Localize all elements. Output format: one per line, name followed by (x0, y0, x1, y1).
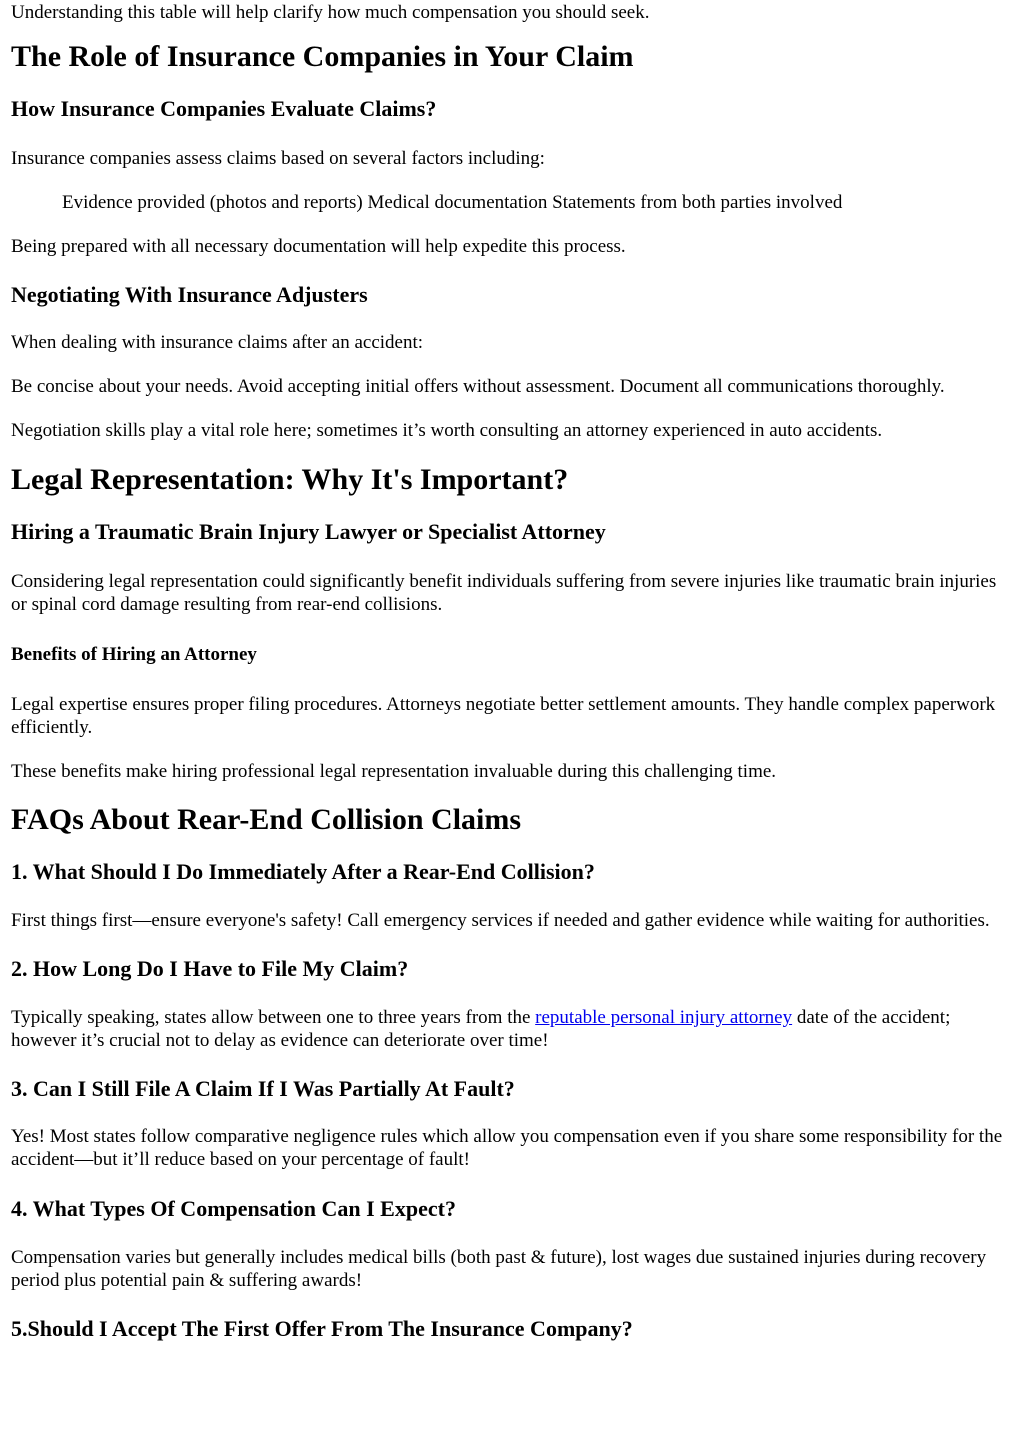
negotiating-closing: Negotiation skills play a vital role here; sometimes it’s worth consulting an attorney experienced in auto accidents. (11, 420, 883, 441)
hiring-heading: Hiring a Traumatic Brain Injury Lawyer or Specialist Attorney (11, 519, 606, 544)
faq-question-4: 4. What Types Of Compensation Can I Expect? (11, 1196, 456, 1221)
hiring-body: Considering legal representation could significantly benefit individuals suffering from severe injuries like traumatic brain injuries or spinal cord damage resulting from rear-end collisions. (11, 571, 997, 615)
benefits-heading: Benefits of Hiring an Attorney (11, 644, 257, 665)
faq-answer-2 (11, 1006, 1013, 1052)
evaluate-lead: Insurance companies assess claims based on several factors including: (11, 148, 545, 169)
faq-question-5: 5.Should I Accept The First Offer From The Insurance Company? (11, 1316, 633, 1341)
faq-question-3: 3. Can I Still File A Claim If I Was Partially At Fault? (11, 1076, 515, 1101)
legal-heading: Legal Representation: Why It's Important? (11, 463, 569, 496)
evaluate-closing: Being prepared with all necessary documentation will help expedite this process. (11, 236, 626, 257)
faq-answer-2-after: date of the accident; however it’s crucial not to delay as evidence can deteriorate over time! (11, 1007, 951, 1051)
faq-answer-1: First things first—ensure everyone's safety! Call emergency services if needed and gather evidence while waiting for authorities. (11, 910, 990, 931)
table-note: Understanding this table will help clarify how much compensation you should seek. (11, 2, 650, 23)
faq-question-2: 2. How Long Do I Have to File My Claim? (11, 956, 409, 981)
attorney-link[interactable]: reputable personal injury attorney (535, 1007, 793, 1028)
evaluate-heading: How Insurance Companies Evaluate Claims? (11, 96, 437, 121)
negotiating-heading: Negotiating With Insurance Adjusters (11, 282, 368, 307)
faq-question-1: 1. What Should I Do Immediately After a Rear-End Collision? (11, 859, 595, 884)
negotiating-lead: When dealing with insurance claims after an accident: (11, 332, 424, 353)
faqs-heading: FAQs About Rear-End Collision Claims (11, 803, 522, 836)
article-page (0, 1, 1024, 1342)
faq-answer-4: Compensation varies but generally includes medical bills (both past & future), lost wages due sustained injuries during recovery period plus potential pain & suffering awards! (11, 1247, 987, 1291)
faq-answer-3: Yes! Most states follow comparative negligence rules which allow you compensation even if you share some responsibility for the accident—but it’ll reduce based on your percentage of fault! (11, 1126, 1003, 1170)
benefits-closing: These benefits make hiring professional legal representation invaluable during this challenging time. (11, 761, 777, 782)
faq-answer-2-before: Typically speaking, states allow between one to three years from the (11, 1007, 536, 1028)
insurance-heading: The Role of Insurance Companies in Your Claim (11, 40, 634, 73)
negotiating-tips: Be concise about your needs. Avoid accepting initial offers without assessment. Document all communications thoroughly. (11, 376, 945, 397)
evaluate-factors: Evidence provided (photos and reports) Medical documentation Statements from both parties involved (62, 192, 843, 213)
benefits-body: Legal expertise ensures proper filing procedures. Attorneys negotiate better settlement amounts. They handle complex paperwork efficiently. (11, 694, 996, 738)
